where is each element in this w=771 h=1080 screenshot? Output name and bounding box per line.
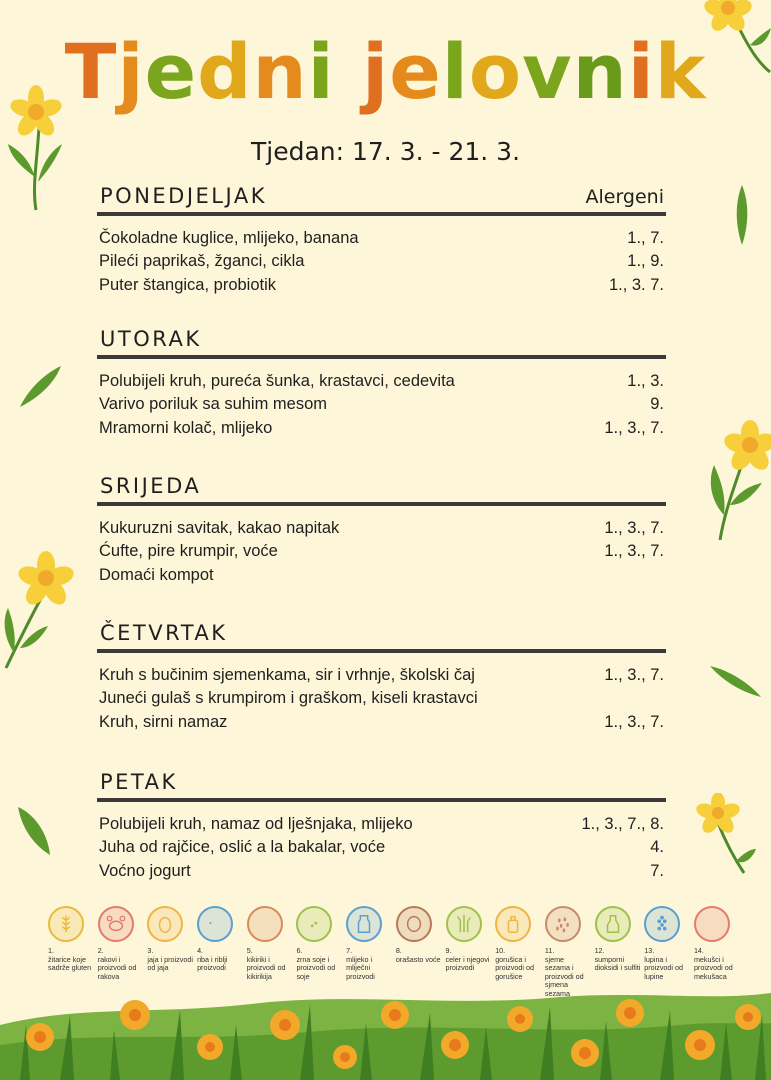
meal-row <box>99 227 666 250</box>
meal-row <box>99 393 666 416</box>
page-title <box>0 27 771 116</box>
allergen-codes: 1., 7. <box>627 229 664 247</box>
allergen-label: 2. rakovi i proizvodi od rakova <box>97 946 137 981</box>
day-title: SRIJEDA <box>100 474 202 498</box>
allergen-codes: 7. <box>650 861 664 880</box>
allergen-codes: 1., 9. <box>627 252 664 271</box>
meal-row <box>99 417 666 440</box>
title-letter: j <box>362 27 390 116</box>
title-letter: n <box>252 27 308 116</box>
title-letter: d <box>197 27 253 116</box>
day-friday <box>97 772 666 883</box>
title-letter: l <box>441 27 469 116</box>
allergen-label: 3. jaja i proizvodi od jaja <box>147 946 193 973</box>
egg-icon <box>147 906 183 942</box>
title-letter: i <box>627 27 655 116</box>
leaf-icon <box>16 805 52 857</box>
allergen-label: 14. mekušci i proizvodi od mekušaca <box>693 946 733 981</box>
celery-icon <box>446 906 482 942</box>
day-header <box>97 623 666 653</box>
sulfite-icon <box>595 906 631 942</box>
allergen-codes: 1., 3., 7. <box>604 519 664 537</box>
allergen-label: 12. sumporni dioksidi i sulfiti <box>594 946 641 973</box>
meal-text: Voćno jogurt <box>99 861 191 880</box>
allergen-column-header: Alergeni <box>585 186 664 208</box>
daffodil-icon <box>700 415 771 540</box>
meal-row <box>99 370 666 393</box>
allergen-label: 6. zrna soje i proizvodi od soje <box>296 946 336 981</box>
allergen-label: 13. lupina i proizvodi od lupine <box>644 946 684 981</box>
day-thursday <box>97 623 666 734</box>
day-title: ČETVRTAK <box>100 621 228 645</box>
allergen-label: 8. orašasto voće <box>395 946 441 964</box>
day-header <box>97 476 666 506</box>
allergen-codes: 1., 3., 7., 8. <box>581 815 664 833</box>
title-letter: v <box>522 27 573 116</box>
allergen-label: 11. sjeme sezama i proizvodi od sjmena sezama <box>544 946 584 998</box>
fish-icon <box>197 906 233 942</box>
wheat-icon <box>48 906 84 942</box>
flower-meadow-illustration <box>0 985 771 1080</box>
meal-text: Čokoladne kuglice, mlijeko, banana <box>99 229 359 247</box>
lupin-icon <box>644 906 680 942</box>
meal-text: Mramorni kolač, mlijeko <box>99 418 273 437</box>
title-letter: T <box>64 27 118 116</box>
nut-icon <box>396 906 432 942</box>
day-header <box>97 186 666 216</box>
day-title: PETAK <box>100 770 178 794</box>
meal-text: Puter štangica, probiotik <box>99 275 277 294</box>
meal-row <box>99 711 666 734</box>
mollusc-icon <box>694 906 730 942</box>
allergen-codes: 1., 3., 7. <box>604 666 664 684</box>
title-letter: e <box>144 27 198 116</box>
meal-text: Polubijeli kruh, namaz od lješnjaka, mlijeko <box>99 815 413 833</box>
title-letter: k <box>654 27 707 116</box>
meal-text: Varivo poriluk sa suhim mesom <box>99 395 328 414</box>
meal-row <box>99 540 666 563</box>
peanut-icon <box>247 906 283 942</box>
crab-icon <box>98 906 134 942</box>
allergen-label: 9. celer i njegovi proizvodi <box>445 946 490 973</box>
day-header <box>97 772 666 802</box>
allergen-codes: 1., 3., 7. <box>604 542 664 561</box>
meal-row <box>99 836 666 859</box>
meal-text: Kruh, sirni namaz <box>99 712 228 731</box>
day-tuesday <box>97 329 666 440</box>
leaf-icon <box>708 664 763 699</box>
meal-text: Domaći kompot <box>99 565 214 584</box>
allergen-codes: 1., 3., 7. <box>604 712 664 731</box>
mustard-icon <box>495 906 531 942</box>
day-header <box>97 329 666 359</box>
title-letter <box>335 34 362 110</box>
meal-row <box>99 860 666 883</box>
soy-icon <box>296 906 332 942</box>
meal-row <box>99 564 666 587</box>
allergen-label: 1. žitarice koje sadrže gluten <box>48 946 92 973</box>
allergen-codes <box>664 687 666 710</box>
day-title: UTORAK <box>100 327 202 351</box>
meal-text: Juha od rajčice, oslić a la bakalar, voće <box>99 838 386 857</box>
allergen-codes: 1., 3. <box>627 372 664 390</box>
meal-row <box>99 517 666 540</box>
allergen-label: 7. mlijeko i mliječni proizvodi <box>346 946 375 981</box>
title-letter: n <box>572 27 628 116</box>
allergen-codes <box>664 564 666 587</box>
leaf-icon <box>732 185 752 245</box>
title-letter: i <box>307 27 335 116</box>
daffodil-icon <box>0 548 80 673</box>
title-letter: e <box>389 27 442 116</box>
day-title: PONEDJELJAK <box>100 184 267 208</box>
allergen-codes: 4. <box>650 838 664 857</box>
allergen-codes: 1., 3., 7. <box>604 418 664 437</box>
meal-text: Kruh s bučinim sjemenkama, sir i vrhnje, školski čaj <box>99 666 475 684</box>
allergen-codes: 9. <box>650 395 664 414</box>
meal-row <box>99 813 666 836</box>
meal-row <box>99 274 666 297</box>
meal-text: Ćufte, pire krumpir, voće <box>99 542 278 561</box>
title-letter: j <box>117 27 145 116</box>
allergen-label: 4. riba i riblji proizvodi <box>197 946 228 973</box>
day-monday <box>97 186 666 297</box>
sesame-icon <box>545 906 581 942</box>
milk-icon <box>346 906 382 942</box>
allergen-label: 10. gorušica i proizvodi od gorušice <box>495 946 534 981</box>
meal-text: Polubijeli kruh, pureća šunka, krastavci, cedevita <box>99 372 455 390</box>
meal-row <box>99 687 666 710</box>
title-letter: o <box>468 27 523 116</box>
day-wednesday <box>97 476 666 587</box>
meal-text: Juneći gulaš s krumpirom i graškom, kiseli krastavci <box>99 689 478 708</box>
daffodil-icon <box>696 793 756 878</box>
meal-text: Kukuruzni savitak, kakao napitak <box>99 519 340 537</box>
allergen-label: 5. kikiriki i proizvodi od kikirikija <box>246 946 286 981</box>
meal-row <box>99 664 666 687</box>
meal-text: Pileći paprikaš, žganci, cikla <box>99 252 305 271</box>
allergen-codes: 1., 3. 7. <box>608 275 664 294</box>
leaf-icon <box>18 364 63 409</box>
meal-row <box>99 250 666 273</box>
week-label: Tjedan: 17. 3. - 21. 3. <box>250 137 521 166</box>
